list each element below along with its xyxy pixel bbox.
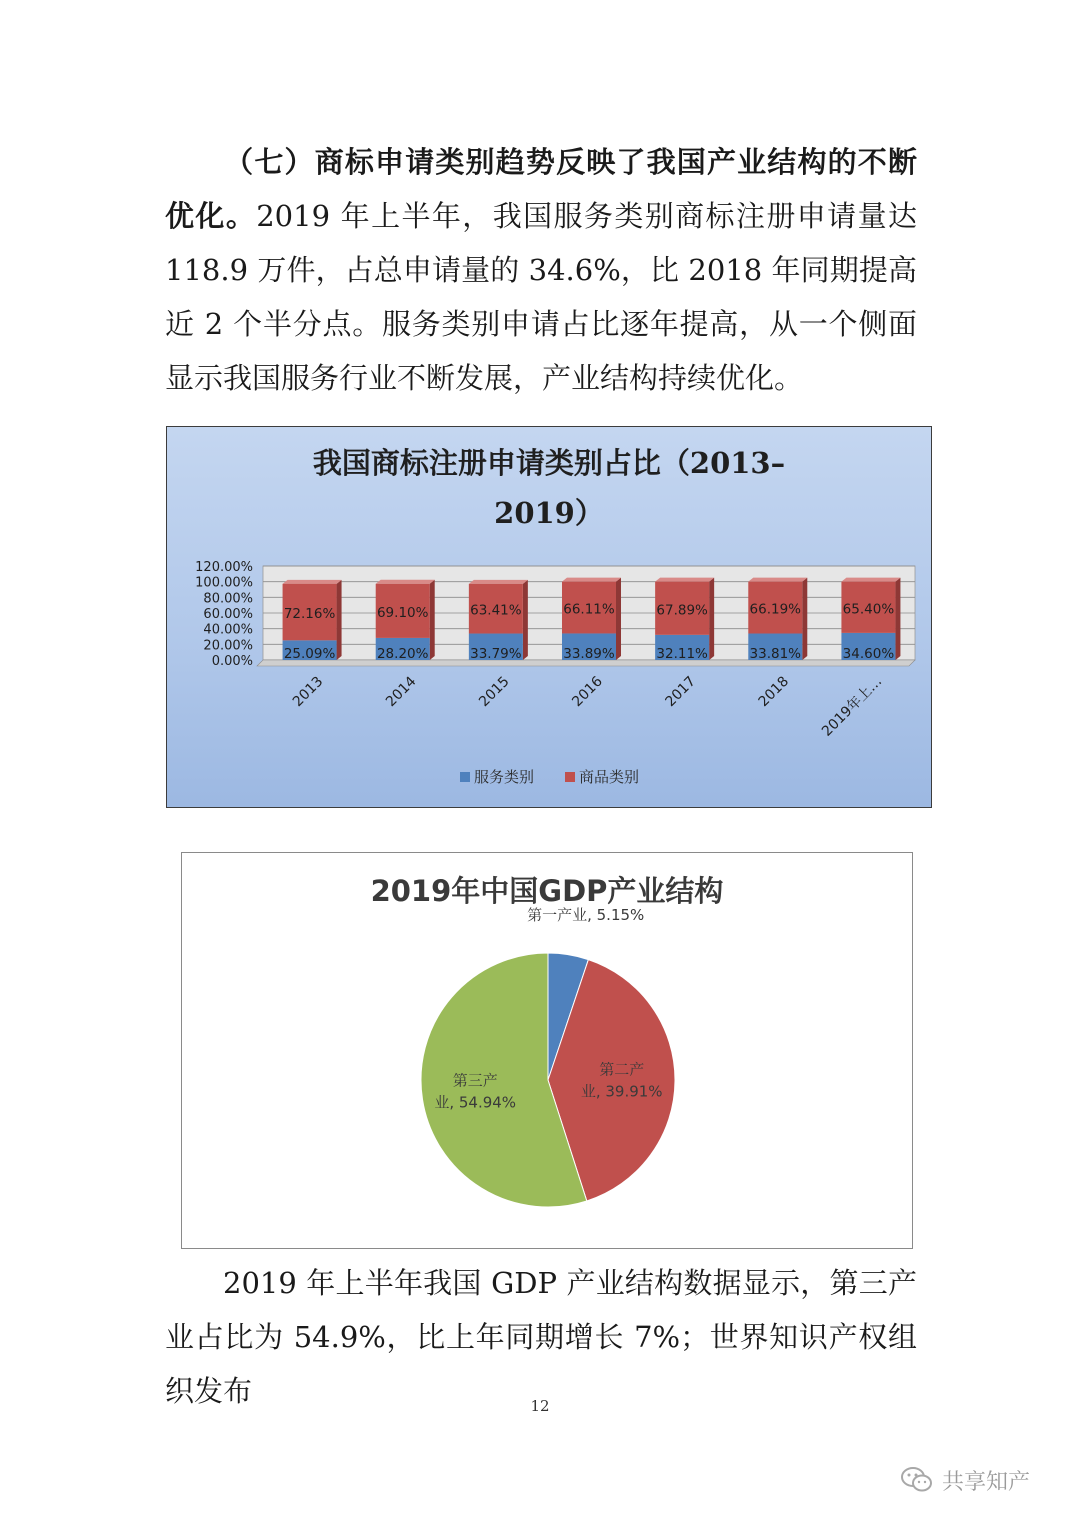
bar-top (469, 580, 528, 584)
chart-title: 2019） (494, 496, 604, 530)
x-tick-label: 2015 (476, 673, 513, 711)
data-label: 32.11% (656, 646, 708, 662)
bar-side (337, 580, 342, 660)
watermark-label: 共享知产 (942, 1469, 1031, 1495)
x-tick-label: 2014 (383, 673, 420, 711)
chart-title: 我国商标注册申请类别占比（2013– (312, 446, 786, 480)
slice-label: 业, 54.94% (434, 1093, 517, 1112)
data-label: 63.41% (470, 602, 522, 619)
data-label: 65.40% (842, 601, 895, 618)
bar-top (655, 578, 714, 582)
slice-label: 第二产 (599, 1060, 645, 1079)
paragraph-body: 2019 年上半年我国 GDP 产业结构数据显示，第三产业占比为 54.9%，比上年同期增长 7%；世界知识产权组织发布 (165, 1266, 917, 1408)
chart-title: 2019年中国GDP产业结构 (370, 874, 724, 908)
x-tick-label: 2018 (755, 673, 793, 711)
bar-side (895, 578, 900, 660)
data-label: 34.60% (842, 646, 895, 662)
trademark-category-bar-chart (166, 426, 932, 808)
data-label: 28.20% (376, 646, 429, 662)
bar-top (376, 580, 435, 584)
x-tick-label: 2016 (569, 673, 606, 711)
legend-swatch-goods (565, 772, 575, 782)
paragraph-gdp-structure (165, 1256, 917, 1418)
data-label: 66.11% (563, 601, 615, 618)
slice-label: 第三产 (452, 1071, 498, 1090)
slice-label: 业, 39.91% (580, 1082, 663, 1101)
data-label: 33.89% (563, 646, 615, 662)
bar-top (841, 578, 900, 582)
gdp-structure-pie-chart (181, 852, 913, 1249)
y-tick-label: 0.00% (211, 654, 253, 669)
data-label: 33.79% (470, 646, 522, 662)
x-tick-label: 2019年上… (819, 673, 886, 740)
y-tick-label: 20.00% (203, 638, 253, 654)
bar-side (616, 578, 621, 660)
slice-label: 第一产业, 5.15% (527, 906, 645, 925)
pie-chart-svg (182, 853, 912, 1248)
data-label: 69.10% (376, 604, 429, 621)
data-label: 33.81% (749, 646, 802, 662)
data-label: 67.89% (656, 602, 708, 619)
data-label: 66.19% (749, 601, 802, 618)
bar-chart-svg (167, 427, 931, 807)
paragraph-heading: （七）商标申请类别趋势反映了我国产业结构的不断优化。 (165, 145, 917, 233)
bar-top (748, 578, 807, 582)
legend-swatch-service (460, 772, 470, 782)
bar-top (283, 580, 342, 584)
data-label: 25.09% (283, 646, 336, 662)
bar-side (430, 580, 435, 660)
y-tick-label: 80.00% (203, 591, 253, 607)
y-tick-label: 40.00% (203, 622, 253, 638)
y-tick-label: 100.00% (195, 575, 253, 591)
legend-label-goods: 商品类别 (579, 768, 640, 786)
y-tick-label: 60.00% (203, 607, 253, 622)
bar-side (802, 578, 807, 660)
data-label: 72.16% (283, 606, 336, 623)
paragraph-body: 2019 年上半年，我国服务类别商标注册申请量达 118.9 万件，占总申请量的 34.6%，比 2018 年同期提高近 2 个半分点。服务类别申请占比逐年提高，从一个侧面显示我国服务行业不断发展，产业结构持续优化。 (165, 199, 917, 395)
bar-side (523, 580, 528, 660)
watermark (900, 1462, 1030, 1498)
bar-top (562, 578, 621, 582)
bar-side (709, 578, 714, 660)
legend-label-service: 服务类别 (474, 768, 535, 786)
page-number: 12 (530, 1397, 550, 1415)
paragraph-trademark-categories (165, 135, 917, 405)
x-tick-label: 2013 (289, 673, 327, 711)
y-tick-label: 120.00% (195, 560, 253, 575)
wechat-icon (900, 1465, 934, 1495)
x-tick-label: 2017 (662, 673, 699, 711)
